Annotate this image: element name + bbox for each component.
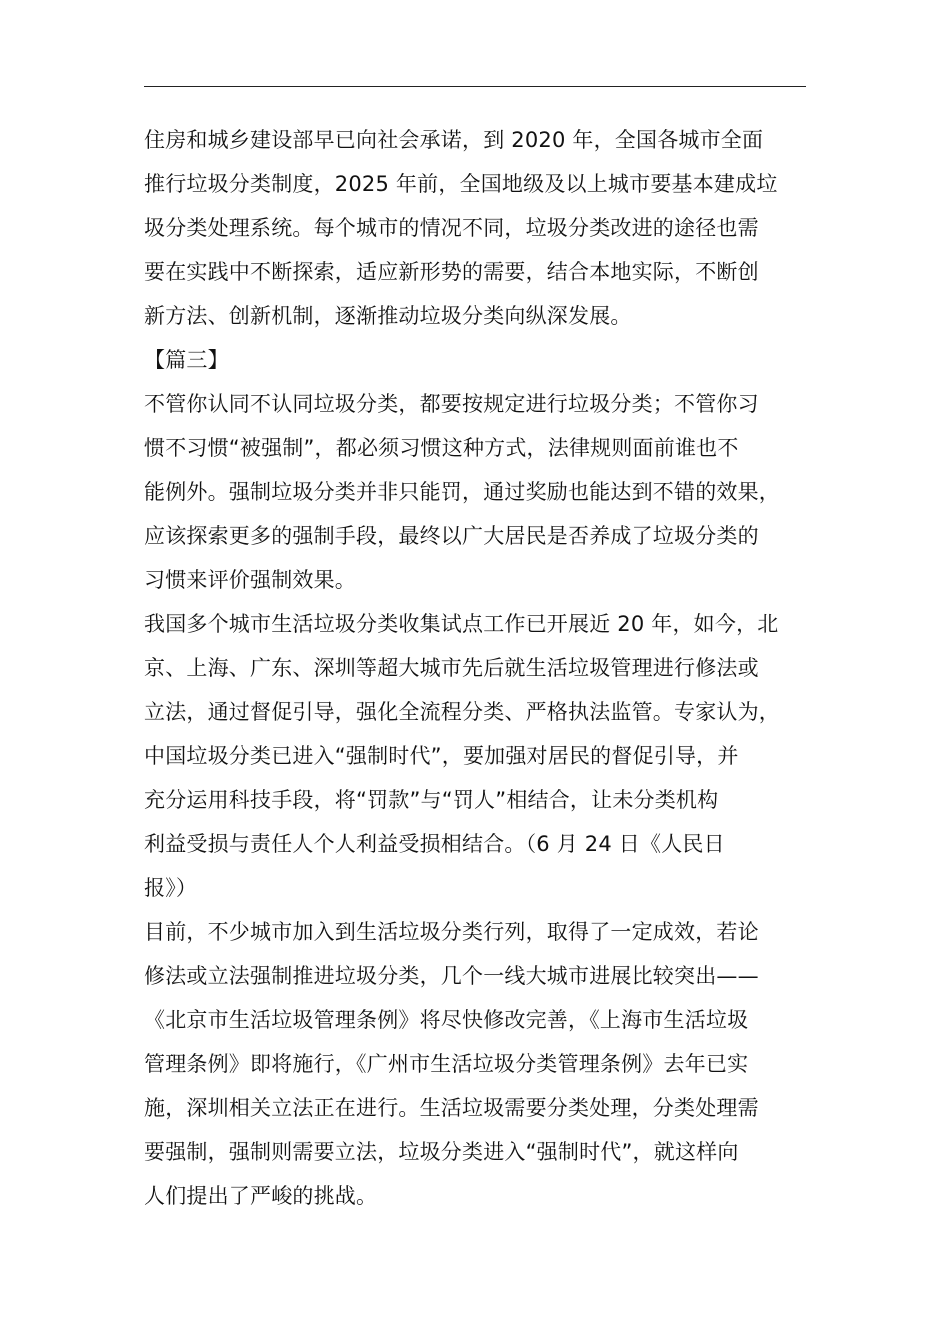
text-line: 要强制，强制则需要立法，垃圾分类进入“强制时代”，就这样向 (144, 1140, 739, 1164)
paragraph-3 (144, 602, 808, 910)
text-line: 我国多个城市生活垃圾分类收集试点工作已开展近 20 年，如今，北 (144, 612, 779, 636)
text-line: 《北京市生活垃圾管理条例》将尽快修改完善，《上海市生活垃圾 (144, 1008, 749, 1032)
text-line: 不管你认同不认同垃圾分类，都要按规定进行垃圾分类；不管你习 (144, 392, 759, 416)
paragraph-4 (144, 910, 808, 1218)
text-line: 中国垃圾分类已进入“强制时代”，要加强对居民的督促引导，并 (144, 744, 739, 768)
text-line: 推行垃圾分类制度，2025 年前，全国地级及以上城市要基本建成垃 (144, 172, 778, 196)
text-line: 修法或立法强制推进垃圾分类，几个一线大城市进展比较突出—— (144, 964, 759, 988)
text-line: 利益受损与责任人个人利益受损相结合。（6 月 24 日《人民日 (144, 832, 725, 856)
text-line: 圾分类处理系统。每个城市的情况不同，垃圾分类改进的途径也需 (144, 216, 759, 240)
section-heading (144, 338, 808, 382)
text-line: 新方法、创新机制，逐渐推动垃圾分类向纵深发展。 (144, 304, 632, 328)
text-line: 报》） (144, 876, 198, 900)
text-line: 管理条例》即将施行，《广州市生活垃圾分类管理条例》去年已实 (144, 1052, 749, 1076)
paragraph-1 (144, 118, 808, 338)
text-line: 施，深圳相关立法正在进行。生活垃圾需要分类处理，分类处理需 (144, 1096, 759, 1120)
body-text (144, 118, 808, 1218)
text-line: 要在实践中不断探索，适应新形势的需要，结合本地实际，不断创 (144, 260, 759, 284)
text-line: 应该探索更多的强制手段，最终以广大居民是否养成了垃圾分类的 (144, 524, 759, 548)
text-line: 习惯来评价强制效果。 (144, 568, 356, 592)
text-line: 能例外。强制垃圾分类并非只能罚，通过奖励也能达到不错的效果， (144, 480, 780, 504)
text-line: 目前，不少城市加入到生活垃圾分类行列，取得了一定成效，若论 (144, 920, 759, 944)
text-line: 立法，通过督促引导，强化全流程分类、严格执法监管。专家认为， (144, 700, 780, 724)
text-line: 住房和城乡建设部早已向社会承诺，到 2020 年，全国各城市全面 (144, 128, 764, 152)
paragraph-2 (144, 382, 808, 602)
text-line: 充分运用科技手段，将“罚款”与“罚人”相结合，让未分类机构 (144, 788, 719, 812)
section-heading-text: 【篇三】 (144, 348, 229, 372)
text-line: 惯不习惯“被强制”，都必须习惯这种方式，法律规则面前谁也不 (144, 436, 739, 460)
header-rule (144, 86, 806, 87)
text-line: 京、上海、广东、深圳等超大城市先后就生活垃圾管理进行修法或 (144, 656, 759, 680)
text-line: 人们提出了严峻的挑战。 (144, 1184, 378, 1208)
